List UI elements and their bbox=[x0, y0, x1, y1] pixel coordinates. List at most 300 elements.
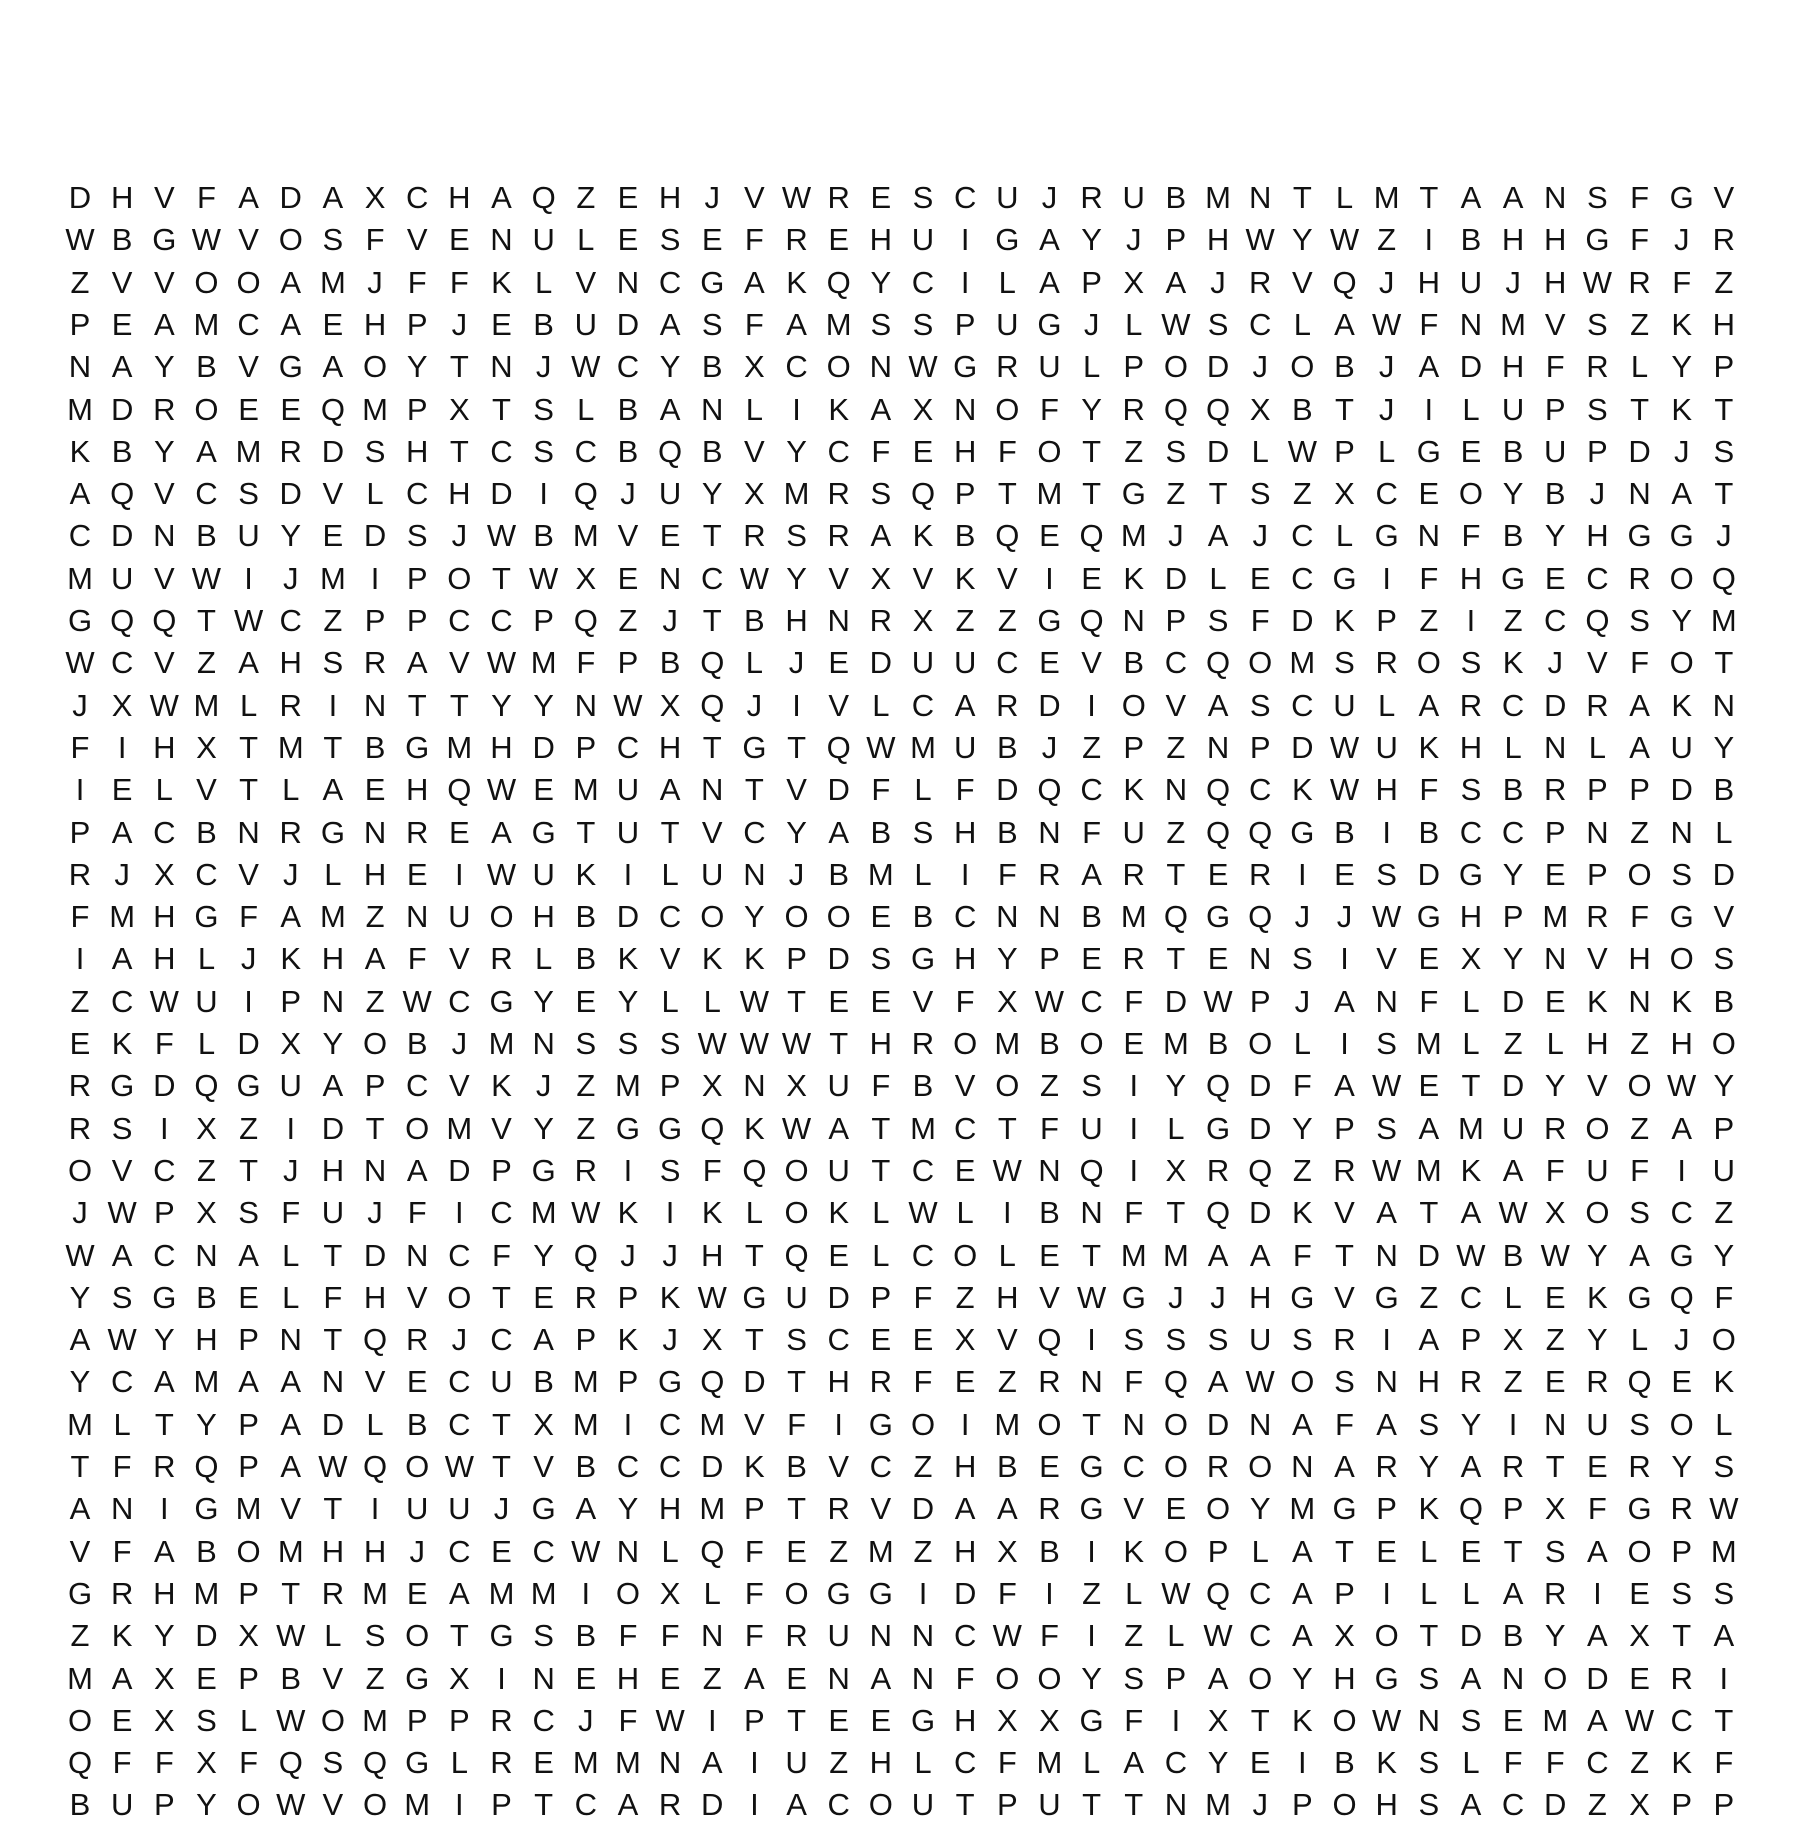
grid-letter[interactable]: F bbox=[913, 1279, 933, 1315]
grid-letter[interactable]: Z bbox=[1419, 1279, 1439, 1315]
grid-letter[interactable]: E bbox=[1081, 941, 1102, 977]
grid-letter[interactable]: N bbox=[1248, 180, 1272, 215]
grid-letter[interactable]: N bbox=[1038, 899, 1061, 935]
grid-letter[interactable]: N bbox=[574, 687, 597, 723]
grid-letter[interactable]: M bbox=[235, 1491, 262, 1527]
grid-letter[interactable]: H bbox=[363, 306, 387, 342]
grid-letter[interactable]: T bbox=[449, 433, 469, 469]
grid-letter[interactable]: S bbox=[870, 941, 892, 977]
grid-letter[interactable]: E bbox=[617, 180, 639, 215]
grid-letter[interactable]: S bbox=[1460, 645, 1482, 681]
grid-letter[interactable]: Q bbox=[1079, 518, 1104, 554]
grid-letter[interactable]: V bbox=[954, 1068, 976, 1104]
grid-letter[interactable]: V bbox=[912, 560, 934, 596]
grid-letter[interactable]: K bbox=[744, 941, 765, 977]
grid-letter[interactable]: G bbox=[405, 729, 430, 765]
grid-letter[interactable]: K bbox=[828, 391, 850, 427]
grid-letter[interactable]: I bbox=[455, 1787, 464, 1823]
grid-letter[interactable]: J bbox=[1126, 222, 1142, 258]
grid-letter[interactable]: U bbox=[110, 560, 134, 596]
grid-letter[interactable]: Q bbox=[194, 1449, 219, 1484]
grid-letter[interactable]: W bbox=[1667, 1068, 1697, 1104]
grid-letter[interactable]: C bbox=[448, 1364, 471, 1400]
grid-letter[interactable]: C bbox=[911, 1237, 935, 1273]
grid-letter[interactable]: F bbox=[1714, 1745, 1734, 1781]
grid-letter[interactable]: R bbox=[279, 687, 302, 723]
grid-letter[interactable]: Y bbox=[617, 1491, 639, 1527]
grid-letter[interactable]: V bbox=[1587, 941, 1608, 977]
grid-letter[interactable]: N bbox=[321, 983, 345, 1019]
grid-letter[interactable]: N bbox=[911, 1618, 935, 1654]
grid-letter[interactable]: Z bbox=[1166, 729, 1186, 765]
grid-letter[interactable]: A bbox=[1460, 1449, 1482, 1484]
grid-letter[interactable]: S bbox=[786, 518, 807, 554]
grid-letter[interactable]: O bbox=[362, 349, 388, 385]
grid-letter[interactable]: S bbox=[1123, 1660, 1145, 1696]
grid-letter[interactable]: G bbox=[1079, 1449, 1104, 1484]
grid-letter[interactable]: P bbox=[533, 603, 554, 638]
grid-letter[interactable]: T bbox=[449, 349, 469, 385]
grid-letter[interactable]: R bbox=[827, 180, 850, 215]
grid-letter[interactable]: N bbox=[743, 856, 766, 892]
grid-letter[interactable]: K bbox=[701, 941, 723, 977]
grid-letter[interactable]: E bbox=[1249, 1745, 1271, 1781]
grid-letter[interactable]: U bbox=[448, 1491, 471, 1527]
grid-letter[interactable]: E bbox=[954, 1152, 976, 1188]
grid-letter[interactable]: I bbox=[834, 1406, 843, 1442]
grid-letter[interactable]: H bbox=[110, 180, 134, 215]
grid-letter[interactable]: S bbox=[1292, 941, 1313, 977]
grid-letter[interactable]: L bbox=[1462, 1745, 1480, 1781]
grid-letter[interactable]: L bbox=[745, 1195, 764, 1231]
grid-letter[interactable]: M bbox=[1542, 899, 1569, 935]
grid-letter[interactable]: I bbox=[1424, 391, 1434, 427]
grid-letter[interactable]: S bbox=[322, 645, 344, 681]
grid-letter[interactable]: S bbox=[659, 1152, 681, 1188]
grid-letter[interactable]: G bbox=[742, 729, 767, 765]
grid-letter[interactable]: Z bbox=[1377, 222, 1397, 258]
grid-letter[interactable]: M bbox=[1036, 1745, 1063, 1781]
grid-letter[interactable]: S bbox=[322, 1745, 344, 1781]
grid-letter[interactable]: Y bbox=[1713, 1237, 1735, 1273]
grid-letter[interactable]: N bbox=[153, 518, 176, 554]
grid-letter[interactable]: O bbox=[868, 1787, 893, 1823]
grid-letter[interactable]: R bbox=[490, 1702, 513, 1738]
grid-letter[interactable]: P bbox=[1544, 391, 1566, 427]
grid-letter[interactable]: W bbox=[781, 1026, 812, 1061]
grid-letter[interactable]: K bbox=[575, 856, 597, 892]
grid-letter[interactable]: L bbox=[1378, 433, 1396, 469]
grid-letter[interactable]: L bbox=[1293, 306, 1311, 342]
grid-letter[interactable]: B bbox=[196, 814, 217, 850]
grid-letter[interactable]: M bbox=[193, 687, 220, 723]
grid-letter[interactable]: L bbox=[155, 772, 173, 808]
grid-letter[interactable]: C bbox=[743, 814, 766, 850]
grid-letter[interactable]: F bbox=[702, 1152, 722, 1188]
grid-letter[interactable]: F bbox=[1039, 1618, 1059, 1654]
grid-letter[interactable]: L bbox=[1251, 1533, 1269, 1569]
grid-letter[interactable]: L bbox=[282, 1237, 300, 1273]
grid-letter[interactable]: F bbox=[1419, 560, 1439, 596]
grid-letter[interactable]: G bbox=[1669, 899, 1694, 935]
grid-letter[interactable]: B bbox=[575, 1618, 597, 1654]
grid-letter[interactable]: T bbox=[744, 1322, 764, 1358]
grid-letter[interactable]: M bbox=[446, 1110, 473, 1146]
grid-letter[interactable]: N bbox=[701, 772, 724, 808]
grid-letter[interactable]: D bbox=[237, 1026, 260, 1061]
grid-letter[interactable]: D bbox=[1628, 433, 1651, 469]
grid-letter[interactable]: H bbox=[1670, 1026, 1693, 1061]
grid-letter[interactable]: D bbox=[1586, 1660, 1609, 1696]
grid-letter[interactable]: Q bbox=[1037, 772, 1062, 808]
grid-letter[interactable]: O bbox=[1585, 1195, 1610, 1231]
grid-letter[interactable]: O bbox=[953, 1026, 978, 1061]
grid-letter[interactable]: I bbox=[1087, 687, 1096, 723]
grid-letter[interactable]: Q bbox=[1332, 264, 1357, 300]
grid-letter[interactable]: W bbox=[149, 687, 179, 723]
grid-letter[interactable]: V bbox=[1165, 687, 1187, 723]
grid-letter[interactable]: G bbox=[1290, 1279, 1315, 1315]
grid-letter[interactable]: X bbox=[238, 1618, 259, 1654]
grid-letter[interactable]: B bbox=[828, 856, 850, 892]
grid-letter[interactable]: E bbox=[828, 645, 850, 681]
grid-letter[interactable]: W bbox=[655, 1702, 685, 1738]
grid-letter[interactable]: B bbox=[1418, 814, 1440, 850]
grid-letter[interactable]: B bbox=[912, 899, 934, 935]
grid-letter[interactable]: J bbox=[535, 1068, 552, 1104]
grid-letter[interactable]: Y bbox=[1292, 1110, 1313, 1146]
grid-letter[interactable]: Z bbox=[829, 1745, 849, 1781]
grid-letter[interactable]: S bbox=[533, 1618, 554, 1654]
grid-letter[interactable]: O bbox=[320, 1702, 345, 1738]
grid-letter[interactable]: Z bbox=[1124, 433, 1144, 469]
grid-letter[interactable]: O bbox=[405, 1618, 430, 1654]
grid-letter[interactable]: U bbox=[1586, 1152, 1609, 1188]
grid-letter[interactable]: A bbox=[1039, 264, 1060, 300]
grid-letter[interactable]: B bbox=[996, 814, 1018, 850]
grid-letter[interactable]: G bbox=[405, 1745, 430, 1781]
grid-letter[interactable]: H bbox=[953, 814, 977, 850]
grid-letter[interactable]: D bbox=[701, 1787, 724, 1823]
grid-letter[interactable]: G bbox=[489, 1618, 514, 1654]
grid-letter[interactable]: X bbox=[1629, 1787, 1650, 1823]
grid-letter[interactable]: U bbox=[1375, 729, 1398, 765]
grid-letter[interactable]: K bbox=[912, 518, 934, 554]
grid-letter[interactable]: U bbox=[996, 180, 1019, 215]
grid-letter[interactable]: W bbox=[781, 180, 812, 215]
grid-letter[interactable]: K bbox=[111, 1618, 133, 1654]
grid-letter[interactable]: X bbox=[575, 560, 597, 596]
grid-letter[interactable]: N bbox=[1122, 1406, 1145, 1442]
grid-letter[interactable]: O bbox=[826, 899, 851, 935]
grid-letter[interactable]: H bbox=[869, 222, 893, 258]
grid-letter[interactable]: Y bbox=[1713, 729, 1735, 765]
grid-letter[interactable]: G bbox=[1458, 856, 1483, 892]
grid-letter[interactable]: N bbox=[363, 814, 387, 850]
grid-letter[interactable]: K bbox=[954, 560, 976, 596]
grid-letter[interactable]: P bbox=[1376, 603, 1397, 638]
grid-letter[interactable]: S bbox=[1418, 1406, 1440, 1442]
grid-letter[interactable]: F bbox=[1630, 899, 1650, 935]
grid-letter[interactable]: B bbox=[617, 433, 639, 469]
grid-letter[interactable]: Y bbox=[1502, 856, 1524, 892]
grid-letter[interactable]: E bbox=[828, 222, 850, 258]
grid-letter[interactable]: M bbox=[994, 1026, 1021, 1061]
grid-letter[interactable]: W bbox=[318, 1449, 348, 1484]
grid-letter[interactable]: F bbox=[744, 1618, 764, 1654]
grid-letter[interactable]: E bbox=[1544, 1364, 1566, 1400]
grid-letter[interactable]: G bbox=[868, 1575, 893, 1611]
grid-letter[interactable]: R bbox=[68, 1110, 92, 1146]
grid-letter[interactable]: W bbox=[1245, 1364, 1275, 1400]
grid-letter[interactable]: Y bbox=[659, 349, 681, 385]
grid-letter[interactable]: D bbox=[1459, 349, 1483, 385]
grid-letter[interactable]: W bbox=[233, 603, 264, 638]
grid-letter[interactable]: E bbox=[1418, 476, 1440, 512]
grid-letter[interactable]: D bbox=[827, 941, 850, 977]
grid-letter[interactable]: X bbox=[1460, 941, 1482, 977]
grid-letter[interactable]: T bbox=[1419, 180, 1439, 215]
grid-letter[interactable]: N bbox=[658, 1745, 682, 1781]
grid-letter[interactable]: A bbox=[828, 814, 850, 850]
grid-letter[interactable]: R bbox=[869, 603, 893, 638]
grid-letter[interactable]: W bbox=[1203, 983, 1233, 1019]
grid-letter[interactable]: U bbox=[279, 1068, 302, 1104]
grid-letter[interactable]: D bbox=[153, 1068, 176, 1104]
grid-letter[interactable]: A bbox=[238, 1364, 259, 1400]
grid-letter[interactable]: R bbox=[1628, 1449, 1651, 1484]
grid-letter[interactable]: P bbox=[575, 729, 597, 765]
grid-letter[interactable]: A bbox=[1671, 476, 1693, 512]
grid-letter[interactable]: P bbox=[406, 603, 428, 638]
grid-letter[interactable]: P bbox=[406, 560, 428, 596]
grid-letter[interactable]: H bbox=[363, 1533, 387, 1569]
grid-letter[interactable]: I bbox=[1129, 1110, 1139, 1146]
grid-letter[interactable]: N bbox=[1544, 941, 1567, 977]
grid-letter[interactable]: K bbox=[659, 1279, 681, 1315]
grid-letter[interactable]: R bbox=[490, 1745, 513, 1781]
grid-letter[interactable]: A bbox=[491, 180, 512, 215]
grid-letter[interactable]: T bbox=[323, 1322, 343, 1358]
grid-letter[interactable]: P bbox=[69, 814, 91, 850]
grid-letter[interactable]: R bbox=[1586, 899, 1609, 935]
grid-letter[interactable]: L bbox=[661, 1533, 679, 1569]
grid-letter[interactable]: T bbox=[1208, 476, 1228, 512]
grid-letter[interactable]: U bbox=[616, 772, 640, 808]
grid-letter[interactable]: C bbox=[448, 1533, 471, 1569]
grid-letter[interactable]: U bbox=[1038, 349, 1061, 385]
grid-letter[interactable]: S bbox=[533, 391, 554, 427]
grid-letter[interactable]: K bbox=[1123, 560, 1145, 596]
grid-letter[interactable]: O bbox=[362, 1787, 388, 1823]
grid-letter[interactable]: F bbox=[1082, 814, 1102, 850]
grid-letter[interactable]: H bbox=[1248, 1279, 1272, 1315]
grid-letter[interactable]: V bbox=[153, 264, 175, 300]
grid-letter[interactable]: R bbox=[1586, 349, 1609, 385]
grid-letter[interactable]: E bbox=[786, 1533, 807, 1569]
grid-letter[interactable]: P bbox=[617, 1364, 639, 1400]
grid-letter[interactable]: U bbox=[996, 306, 1019, 342]
grid-letter[interactable]: E bbox=[1544, 983, 1566, 1019]
grid-letter[interactable]: E bbox=[617, 560, 639, 596]
grid-letter[interactable]: V bbox=[153, 560, 175, 596]
grid-letter[interactable]: B bbox=[1039, 1195, 1060, 1231]
grid-letter[interactable]: W bbox=[486, 518, 517, 554]
grid-letter[interactable]: R bbox=[321, 1575, 345, 1611]
grid-letter[interactable]: Q bbox=[1585, 603, 1610, 638]
grid-letter[interactable]: T bbox=[1419, 1618, 1439, 1654]
grid-letter[interactable]: L bbox=[998, 1237, 1016, 1273]
grid-letter[interactable]: Z bbox=[576, 180, 596, 215]
grid-letter[interactable]: I bbox=[1129, 1152, 1139, 1188]
grid-letter[interactable]: C bbox=[448, 983, 471, 1019]
grid-letter[interactable]: N bbox=[68, 349, 92, 385]
grid-letter[interactable]: N bbox=[1206, 729, 1230, 765]
grid-letter[interactable]: U bbox=[1501, 391, 1525, 427]
grid-letter[interactable]: M bbox=[867, 1533, 894, 1569]
grid-letter[interactable]: F bbox=[618, 1618, 638, 1654]
grid-letter[interactable]: T bbox=[787, 1364, 807, 1400]
grid-letter[interactable]: Q bbox=[784, 1237, 809, 1273]
grid-letter[interactable]: C bbox=[448, 1237, 471, 1273]
grid-letter[interactable]: G bbox=[1079, 1491, 1104, 1527]
grid-letter[interactable]: H bbox=[153, 899, 176, 935]
grid-letter[interactable]: X bbox=[744, 349, 765, 385]
grid-letter[interactable]: H bbox=[279, 645, 302, 681]
grid-letter[interactable]: A bbox=[659, 772, 681, 808]
grid-letter[interactable]: Q bbox=[1205, 645, 1231, 681]
grid-letter[interactable]: Z bbox=[196, 1152, 216, 1188]
grid-letter[interactable]: M bbox=[362, 1702, 388, 1738]
grid-letter[interactable]: O bbox=[405, 1110, 430, 1146]
grid-letter[interactable]: M bbox=[488, 1575, 515, 1611]
grid-letter[interactable]: N bbox=[869, 1618, 893, 1654]
grid-letter[interactable]: Q bbox=[700, 645, 725, 681]
grid-letter[interactable]: I bbox=[539, 476, 548, 512]
grid-letter[interactable]: K bbox=[1587, 1279, 1608, 1315]
grid-letter[interactable]: Y bbox=[1671, 1449, 1693, 1484]
grid-letter[interactable]: T bbox=[702, 729, 722, 765]
grid-letter[interactable]: I bbox=[286, 1110, 296, 1146]
grid-letter[interactable]: I bbox=[1129, 1068, 1139, 1104]
grid-letter[interactable]: S bbox=[1207, 306, 1229, 342]
grid-letter[interactable]: C bbox=[785, 349, 808, 385]
grid-letter[interactable]: K bbox=[1418, 1491, 1440, 1527]
grid-letter[interactable]: P bbox=[1502, 899, 1524, 935]
grid-letter[interactable]: I bbox=[1719, 1660, 1729, 1696]
grid-letter[interactable]: M bbox=[277, 729, 304, 765]
grid-letter[interactable]: S bbox=[1334, 645, 1355, 681]
grid-letter[interactable]: D bbox=[1206, 433, 1230, 469]
grid-letter[interactable]: U bbox=[1544, 433, 1567, 469]
grid-letter[interactable]: J bbox=[1378, 391, 1395, 427]
grid-letter[interactable]: Z bbox=[829, 1533, 849, 1569]
grid-letter[interactable]: C bbox=[153, 1152, 176, 1188]
grid-letter[interactable]: E bbox=[322, 306, 344, 342]
grid-letter[interactable]: U bbox=[321, 1195, 345, 1231]
grid-letter[interactable]: R bbox=[1206, 1152, 1230, 1188]
grid-letter[interactable]: A bbox=[701, 1745, 723, 1781]
grid-letter[interactable]: N bbox=[1712, 687, 1736, 723]
grid-letter[interactable]: C bbox=[110, 983, 134, 1019]
grid-letter[interactable]: D bbox=[996, 772, 1019, 808]
grid-letter[interactable]: B bbox=[1039, 1026, 1060, 1061]
grid-letter[interactable]: Q bbox=[1627, 1364, 1652, 1400]
grid-letter[interactable]: I bbox=[1002, 1195, 1012, 1231]
grid-letter[interactable]: A bbox=[322, 772, 344, 808]
grid-letter[interactable]: S bbox=[1292, 1322, 1313, 1358]
grid-letter[interactable]: H bbox=[827, 1364, 850, 1400]
grid-letter[interactable]: R bbox=[405, 814, 429, 850]
grid-letter[interactable]: B bbox=[533, 1364, 554, 1400]
grid-letter[interactable]: U bbox=[953, 729, 977, 765]
grid-letter[interactable]: B bbox=[406, 1026, 428, 1061]
grid-letter[interactable]: L bbox=[703, 983, 721, 1019]
grid-letter[interactable]: M bbox=[530, 645, 557, 681]
grid-letter[interactable]: D bbox=[1248, 1110, 1272, 1146]
grid-letter[interactable]: F bbox=[1587, 1491, 1607, 1527]
grid-letter[interactable]: N bbox=[743, 1068, 766, 1104]
grid-letter[interactable]: C bbox=[658, 899, 682, 935]
grid-letter[interactable]: R bbox=[110, 1575, 134, 1611]
grid-letter[interactable]: Z bbox=[1630, 1110, 1650, 1146]
grid-letter[interactable]: Y bbox=[1081, 222, 1102, 258]
grid-letter[interactable]: U bbox=[195, 983, 218, 1019]
grid-letter[interactable]: L bbox=[1378, 687, 1396, 723]
grid-letter[interactable]: J bbox=[451, 518, 468, 554]
grid-letter[interactable]: B bbox=[364, 729, 386, 765]
grid-letter[interactable]: R bbox=[911, 1026, 935, 1061]
grid-letter[interactable]: Z bbox=[1503, 1026, 1523, 1061]
grid-letter[interactable]: M bbox=[67, 391, 93, 427]
grid-letter[interactable]: W bbox=[571, 1195, 601, 1231]
grid-letter[interactable]: M bbox=[193, 306, 220, 342]
grid-letter[interactable]: N bbox=[1417, 518, 1440, 554]
grid-letter[interactable]: P bbox=[1165, 603, 1187, 638]
grid-letter[interactable]: H bbox=[1628, 941, 1651, 977]
grid-letter[interactable]: K bbox=[111, 1026, 133, 1061]
grid-letter[interactable]: F bbox=[1419, 983, 1439, 1019]
grid-letter[interactable]: O bbox=[700, 899, 725, 935]
grid-letter[interactable]: C bbox=[1586, 1745, 1609, 1781]
grid-letter[interactable]: U bbox=[1459, 264, 1483, 300]
grid-letter[interactable]: Q bbox=[700, 1533, 725, 1569]
grid-letter[interactable]: Y bbox=[1165, 1068, 1187, 1104]
grid-letter[interactable]: J bbox=[1716, 518, 1732, 554]
grid-letter[interactable]: I bbox=[1298, 1745, 1307, 1781]
grid-letter[interactable]: I bbox=[370, 1491, 380, 1527]
grid-letter[interactable]: F bbox=[955, 983, 975, 1019]
grid-letter[interactable]: T bbox=[1082, 1237, 1102, 1273]
grid-letter[interactable]: L bbox=[239, 687, 258, 723]
grid-letter[interactable]: F bbox=[1124, 1195, 1144, 1231]
grid-letter[interactable]: J bbox=[1378, 264, 1395, 300]
grid-letter[interactable]: S bbox=[1587, 180, 1608, 215]
grid-letter[interactable]: R bbox=[1375, 1449, 1398, 1484]
grid-letter[interactable]: G bbox=[1627, 1279, 1652, 1315]
grid-letter[interactable]: O bbox=[784, 1195, 809, 1231]
grid-letter[interactable]: L bbox=[1293, 1026, 1311, 1061]
grid-letter[interactable]: Z bbox=[365, 1660, 385, 1696]
grid-letter[interactable]: O bbox=[1627, 1533, 1652, 1569]
grid-letter[interactable]: L bbox=[1167, 1618, 1185, 1654]
grid-letter[interactable]: E bbox=[1460, 1533, 1482, 1569]
grid-letter[interactable]: O bbox=[1121, 687, 1146, 723]
grid-letter[interactable]: R bbox=[827, 1491, 850, 1527]
grid-letter[interactable]: E bbox=[364, 772, 386, 808]
grid-letter[interactable]: S bbox=[238, 476, 259, 512]
grid-letter[interactable]: M bbox=[615, 1745, 641, 1781]
